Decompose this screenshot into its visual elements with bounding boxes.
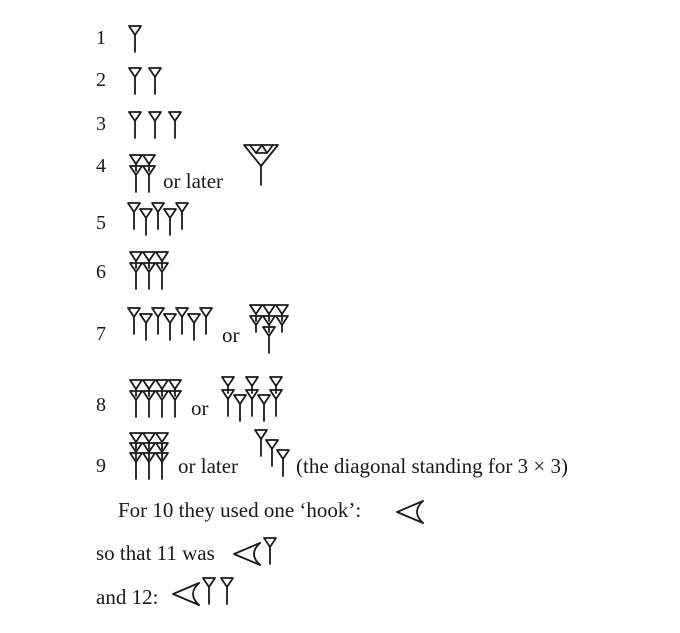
vertical-wedge-icon: [264, 538, 276, 564]
row-number-7: 7: [96, 323, 106, 345]
hook-wedge-icon: [173, 583, 199, 605]
row-number-8: 8: [96, 394, 106, 416]
vertical-wedge-icon: [130, 252, 168, 289]
row-number-6: 6: [96, 261, 106, 283]
row-4-or-later: or later: [163, 169, 224, 193]
row-9-or-later: or later: [178, 454, 239, 478]
vertical-wedge-icon: [129, 26, 141, 52]
vertical-wedge-icon: [255, 430, 289, 476]
row-number-5: 5: [96, 212, 106, 234]
row-number-4: 4: [96, 155, 106, 177]
vertical-wedge-icon: [130, 380, 181, 417]
row-number-3: 3: [96, 113, 106, 135]
vertical-wedge-icon: [222, 377, 282, 421]
row-7-or: or: [222, 323, 240, 347]
vertical-wedge-icon: [129, 68, 161, 94]
row-9-note: (the diagonal standing for 3 × 3): [296, 454, 568, 478]
line-ten: For 10 they used one ‘hook’:: [118, 498, 362, 522]
hook-wedge-icon: [397, 501, 423, 523]
hook-wedge-icon: [234, 543, 260, 565]
row-number-9: 9: [96, 455, 106, 477]
vertical-wedge-icon: [128, 203, 188, 235]
vertical-wedge-icon: [244, 145, 278, 185]
vertical-wedge-icon: [130, 433, 168, 479]
vertical-wedge-icon: [203, 578, 233, 604]
row-8-or: or: [191, 396, 209, 420]
vertical-wedge-icon: [128, 308, 212, 340]
row-number-1: 1: [96, 27, 106, 49]
row-number-2: 2: [96, 69, 106, 91]
vertical-wedge-icon: [130, 155, 155, 192]
line-eleven: so that 11 was: [96, 541, 215, 565]
line-twelve: and 12:: [96, 585, 159, 609]
vertical-wedge-icon: [250, 305, 288, 353]
vertical-wedge-icon: [129, 112, 181, 138]
